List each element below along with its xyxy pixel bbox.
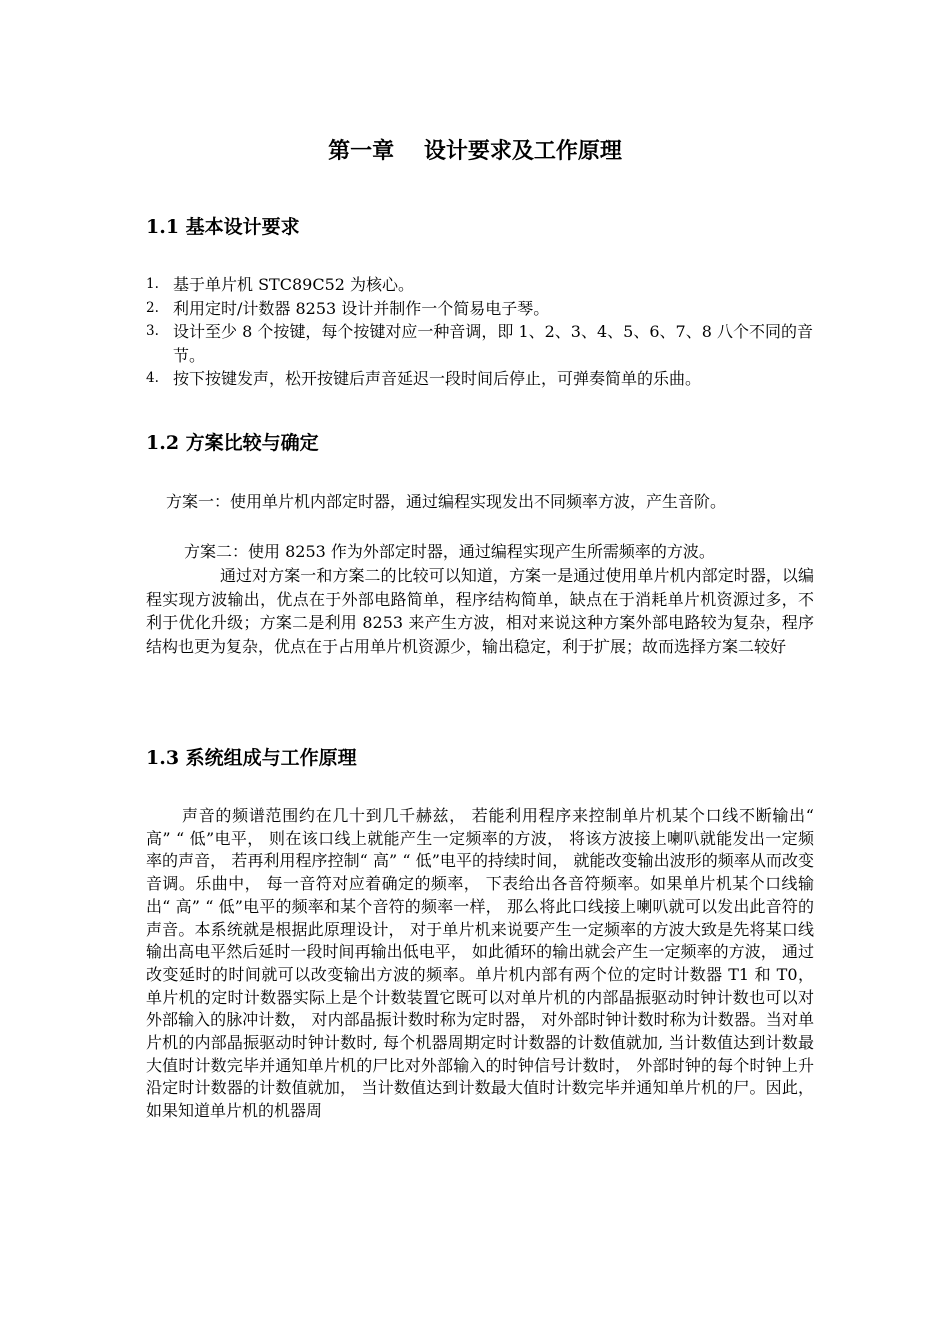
requirements-list	[146, 273, 816, 391]
list-item	[146, 367, 816, 391]
section-title-1-3: 1.3 系统组成与工作原理	[146, 747, 357, 769]
list-item	[146, 297, 816, 321]
list-number: 3.	[146, 323, 159, 339]
list-item-text: 利用定时/计数器 8253 设计并制作一个简易电子琴。	[173, 298, 550, 318]
section-title-1-1: 1.1 基本设计要求	[146, 216, 300, 238]
list-item-text: 按下按键发声，松开按键后声音延迟一段时间后停止，可弹奏简单的乐曲。	[173, 369, 702, 388]
list-number: 2.	[146, 299, 159, 316]
list-item-text: 设计至少 8 个按键，每个按键对应一种音调，即 1、2、3、4、5、6、7、8 八个不同的音节。	[173, 322, 813, 365]
list-item	[146, 320, 816, 367]
list-number: 1.	[146, 276, 159, 292]
paragraph-scheme-one: 方案一：使用单片机内部定时器，通过编程实现发出不同频率方波，产生音阶。	[166, 492, 727, 511]
paragraph-working-principle: 声音的频谱范围约在几十到几千赫兹， 若能利用程序来控制单片机某个口线不断输出“ 高” “ 低”电平， 则在该口线上就能产生一定频率的方波， 将该方波接上喇叭就能发出一定频率的声音， 若再利用程序控制“ 高” “ 低”电平的持续时间， 就能改变输出波形的频率从而改变音调。乐曲中， 每一音符对应着确定的频率， 下表给出各音符频率。如果单片机某个口线输出“ 高” “ 低”电平的频率和某个音符的频率一样， 那么将此口线接上喇叭就可以发出此音符的声音。本系统就是根据此原理设计， 对于单片机来说要产生一定频率的方波大致是先将某口线输出高电平然后延时一段时间再输出低电平， 如此循环的输出就会产生一定频率的方波， 通过改变延时的时间就可以改变输出方波的频率。单片机内部有两个位的定时计数器 T1 和 T0， 单片机的定时计数器实际上是个计数装置它既可以对单片机的内部晶振驱动时钟计数也可以对外部输入的脉冲计数， 对内部晶振计数时称为定时器， 对外部时钟计数时称为计数器。当对单片机的内部晶振驱动时钟计数时, 每个机器周期定时计数器的计数值就加, 当计数值达到计数最大值时计数完毕并通知单片机的尸比对外部输入的时钟信号计数时， 外部时钟的每个时钟上升沿定时计数器的计数值就加， 当计数值达到计数最大值时计数完毕并通知单片机的尸。因此， 如果知道单片机的机器周	[146, 806, 814, 1121]
list-number: 4.	[146, 370, 159, 386]
chapter-title: 第一章 设计要求及工作原理	[328, 138, 622, 164]
section-title-1-2: 1.2 方案比较与确定	[146, 432, 319, 454]
list-item	[146, 273, 816, 297]
paragraph-comparison: 通过对方案一和方案二的比较可以知道，方案一是通过使用单片机内部定时器，以编程实现方波输出，优点在于外部电路简单，程序结构简单，缺点在于消耗单片机资源过多，不利于优化升级；方案二是利用 8253 来产生方波，相对来说这种方案外部电路较为复杂，程序结构也更为复杂，优点在于占用单片机资源少，输出稳定，利于扩展；故而选择方案二较好	[146, 566, 814, 656]
paragraph-scheme-two: 方案二：使用 8253 作为外部定时器，通过编程实现产生所需频率的方波。	[184, 542, 715, 561]
list-item-text: 基于单片机 STC89C52 为核心。	[173, 275, 415, 294]
